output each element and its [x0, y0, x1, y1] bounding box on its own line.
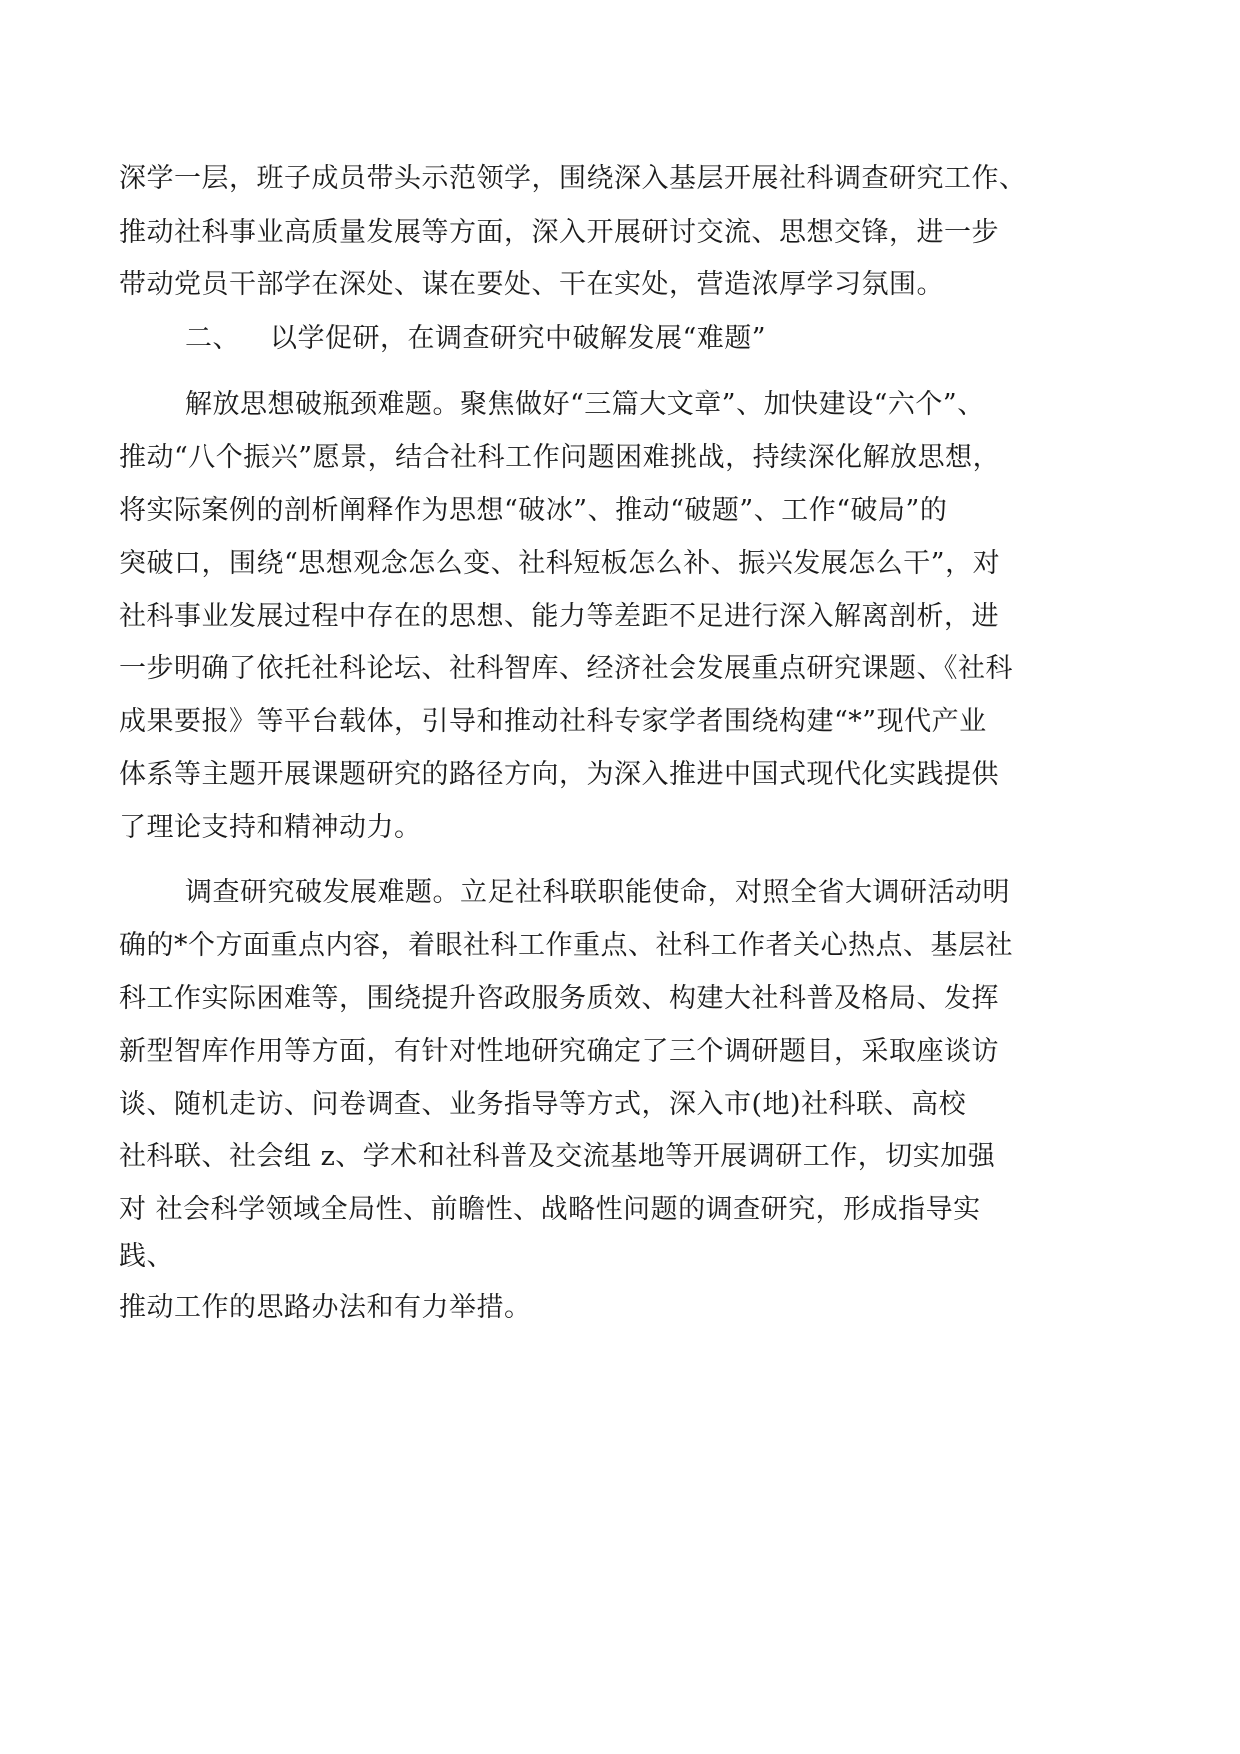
paragraph-line: 谈、随机走访、问卷调查、业务指导等方式，深入市(地)社科联、高校 — [119, 1089, 967, 1120]
paragraph-line: 一步明确了依托社科论坛、社科智库、经济社会发展重点研究课题、《社科 — [119, 653, 1013, 684]
paragraph-line: 突破口，围绕“思想观念怎么变、社科短板怎么补、振兴发展怎么干”，对 — [119, 548, 1001, 579]
paragraph-line: 推动工作的思路办法和有力举措。 — [119, 1292, 532, 1323]
paragraph-line: 成果要报》等平台载体，引导和推动社科专家学者围绕构建“*”现代产业 — [119, 706, 987, 737]
section-title: 以学促研，在调查研究中破解发展“难题” — [270, 323, 767, 354]
section-number: 二、 — [185, 323, 240, 354]
paragraph-line: 将实际案例的剖析阐释作为思想“破冰”、推动“破题”、工作“破局”的 — [119, 495, 948, 526]
paragraph-line: 确的*个方面重点内容，着眼社科工作重点、社科工作者关心热点、基层社 — [119, 930, 1013, 961]
paragraph-line: 践、 — [119, 1241, 174, 1272]
paragraph-line: 科工作实际困难等，围绕提升咨政服务质效、构建大社科普及格局、发挥 — [119, 983, 999, 1014]
paragraph-line: 了理论支持和精神动力。 — [119, 812, 422, 843]
paragraph-line: 推动社科事业高质量发展等方面，深入开展研讨交流、思想交锋，进一步 — [119, 217, 999, 248]
paragraph-line: 调查研究破发展难题。立足社科联职能使命，对照全省大调研活动明 — [185, 877, 1010, 908]
paragraph-line: 新型智库作用等方面，有针对性地研究确定了三个调研题目，采取座谈访 — [119, 1036, 999, 1067]
paragraph-line: 推动“八个振兴”愿景，结合社科工作问题困难挑战，持续深化解放思想， — [119, 442, 1001, 473]
paragraph-line: 社科联、社会组 z、学术和社科普及交流基地等开展调研工作，切实加强 — [119, 1141, 996, 1172]
paragraph-line: 深学一层，班子成员带头示范领学，围绕深入基层开展社科调查研究工作、 — [119, 163, 1027, 194]
paragraph-line: 对 社会科学领域全局性、前瞻性、战略性问题的调查研究，形成指导实 — [119, 1194, 981, 1225]
paragraph-line: 体系等主题开展课题研究的路径方向，为深入推进中国式现代化实践提供 — [119, 759, 999, 790]
paragraph-line: 带动党员干部学在深处、谋在要处、干在实处，营造浓厚学习氛围。 — [119, 269, 944, 300]
paragraph-line: 社科事业发展过程中存在的思想、能力等差距不足进行深入解离剖析，进 — [119, 601, 999, 632]
section-heading — [185, 321, 766, 357]
paragraph-line: 解放思想破瓶颈难题。聚焦做好“三篇大文章”、加快建设“六个”、 — [185, 389, 985, 420]
